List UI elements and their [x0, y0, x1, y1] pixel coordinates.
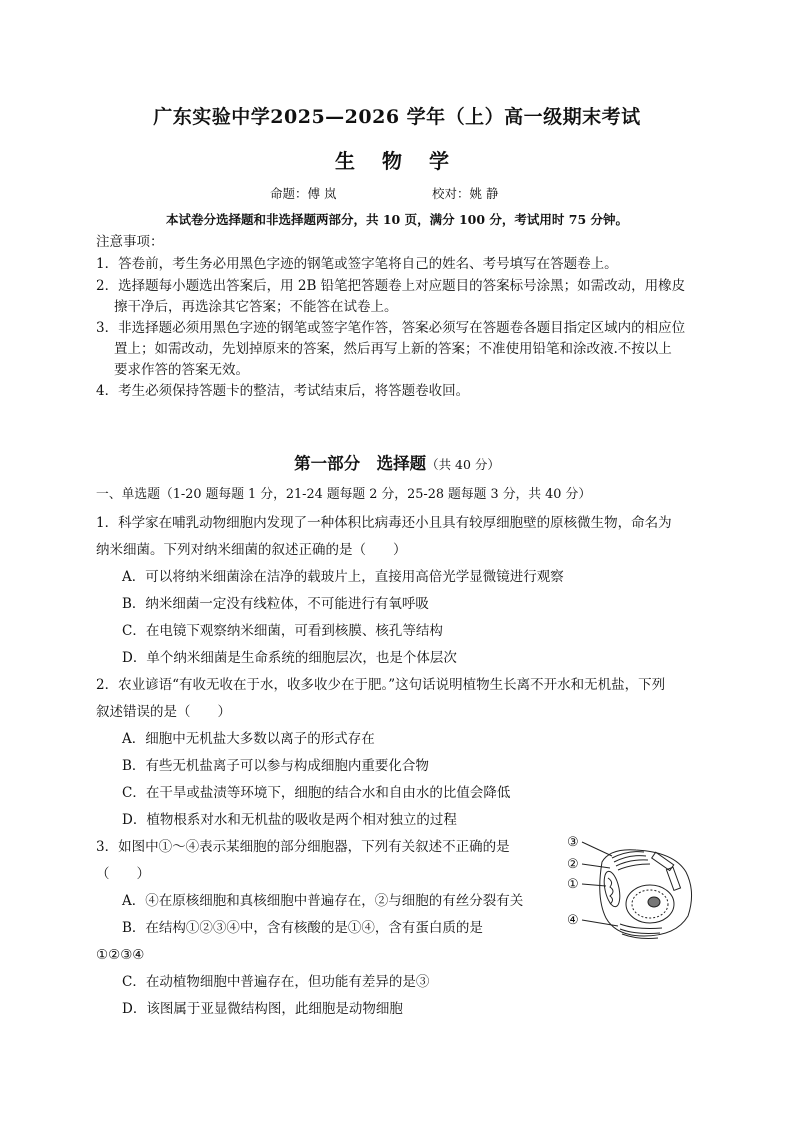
question-2-option-c: C．在干旱或盐渍等环境下，细胞的结合水和自由水的比值会降低	[122, 785, 511, 801]
question-2-option-a: A．细胞中无机盐大多数以离子的形式存在	[122, 731, 375, 747]
note-item: 置上；如需改动，先划掉原来的答案，然后再写上新的答案；不准使用铅笔和涂改液.不按以上	[114, 341, 672, 357]
question-1-stem-cont: 纳米细菌。下列对纳米细菌的叙述正确的是（ ）	[96, 542, 407, 558]
note-item: 要求作答的答案无效。	[114, 362, 249, 378]
cell-diagram	[566, 832, 706, 952]
figure-label-4: ④	[567, 913, 579, 928]
cell-organelle-figure	[566, 832, 706, 952]
notes-title: 注意事项：	[96, 234, 164, 250]
author-label: 命题：傅 岚	[270, 186, 337, 201]
question-3-option-d: D．该图属于亚显微结构图，此细胞是动物细胞	[122, 1001, 403, 1017]
reviewer-label: 校对：姚 静	[432, 186, 499, 201]
question-3-option-c: C．在动植物细胞中普遍存在，但功能有差异的是③	[122, 974, 430, 990]
question-1-option-d: D．单个纳米细菌是生命系统的细胞层次，也是个体层次	[122, 650, 457, 666]
note-item: 擦干净后，再选涂其它答案；不能答在试卷上。	[114, 299, 398, 315]
section-title: 第一部分 选择题	[294, 454, 427, 473]
question-1-option-c: C．在电镜下观察纳米细菌，可看到核膜、核孔等结构	[122, 623, 443, 639]
question-2-option-d: D．植物根系对水和无机盐的吸收是两个相对独立的过程	[122, 812, 457, 828]
question-3-option-a: A．④在原核细胞和真核细胞中普遍存在，②与细胞的有丝分裂有关	[122, 893, 524, 909]
question-1-option-b: B．纳米细菌一定没有线粒体，不可能进行有氧呼吸	[122, 596, 429, 612]
question-3-stem: 3．如图中①～④表示某细胞的部分细胞器，下列有关叙述不正确的是	[96, 839, 510, 855]
question-3-stem-cont: （ ）	[96, 866, 150, 882]
question-2-stem: 2．农业谚语“有收无收在于水，收多收少在于肥。”这句话说明植物生长离不开水和无机盐，下列	[96, 677, 666, 693]
question-1-stem: 1．科学家在哺乳动物细胞内发现了一种体积比病毒还小且具有较厚细胞壁的原核微生物，命名为	[96, 515, 672, 531]
note-item: 4．考生必须保持答题卡的整洁，考试结束后，将答题卷收回。	[96, 383, 470, 399]
question-2-stem-cont: 叙述错误的是（ ）	[96, 704, 231, 720]
note-item: 1．答卷前，考生务必用黑色字迹的钢笔或签字笔将自己的姓名、考号填写在答题卷上。	[96, 256, 618, 272]
note-item: 2．选择题每小题选出答案后，用 2B 铅笔把答题卷上对应题目的答案标号涂黑；如需改动，用橡皮	[96, 278, 686, 294]
figure-label-2: ②	[567, 857, 579, 872]
section-heading	[0, 450, 794, 474]
note-item: 3．非选择题必须用黑色字迹的钢笔或签字笔作答，答案必须写在答题卷各题目指定区域内的相应位	[96, 320, 686, 336]
figure-label-1: ①	[567, 877, 579, 892]
section-score: （共 40 分）	[426, 457, 500, 472]
question-1-option-a: A．可以将纳米细菌涂在洁净的载玻片上，直接用高倍光学显微镜进行观察	[122, 569, 564, 585]
figure-label-3: ③	[567, 835, 579, 850]
question-3-option-b: B．在结构①②③④中，含有核酸的是①④，含有蛋白质的是	[122, 920, 483, 936]
exam-title: 广东实验中学2025—2026 学年（上）高一级期末考试	[153, 106, 641, 128]
subject-title: 生 物 学	[335, 149, 459, 173]
exam-intro: 本试卷分选择题和非选择题两部分，共 10 页，满分 100 分，考试用时 75 分钟。	[166, 212, 628, 227]
question-2-option-b: B．有些无机盐离子可以参与构成细胞内重要化合物	[122, 758, 429, 774]
part-heading: 一、单选题（1-20 题每题 1 分，21-24 题每题 2 分，25-28 题每题 3 分，共 40 分）	[96, 487, 592, 502]
question-3-option-b-cont: ①②③④	[96, 947, 145, 963]
